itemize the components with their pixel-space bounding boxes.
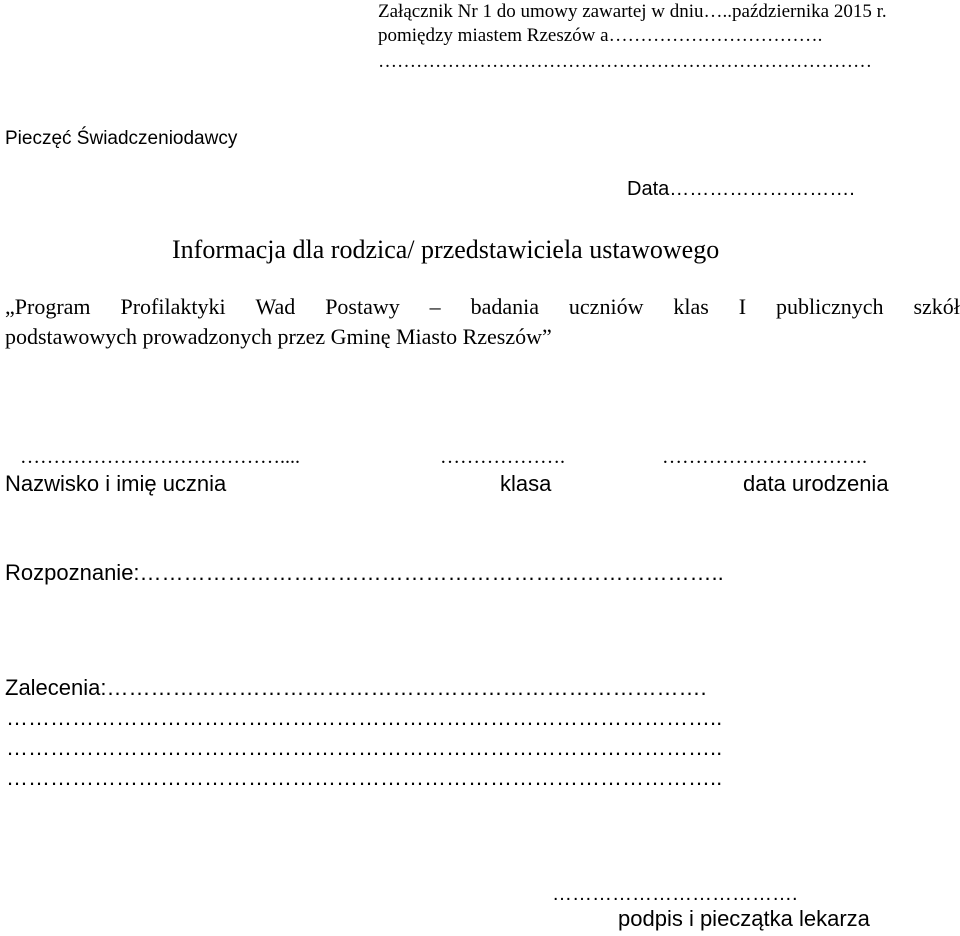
signature-field: ………………………………. (552, 883, 798, 905)
annex-header-line-2: pomiędzy miastem Rzeszów a……………………………. (378, 25, 823, 46)
date-field: Data………………………. (627, 178, 855, 200)
student-class-label: klasa (500, 471, 552, 496)
student-birthdate-field: …………………………. (662, 446, 867, 468)
program-word: szkół (913, 294, 960, 319)
student-name-field: ………………………………….... (20, 446, 300, 468)
recommendations-field-line-2: …………………………………………………………………………………….. (6, 705, 723, 730)
program-description-line-2: podstawowych prowadzonych przez Gminę Miasto Rzeszów” (5, 324, 552, 349)
student-name-label: Nazwisko i imię ucznia (5, 471, 227, 496)
student-class-field: ………………. (440, 446, 565, 468)
recommendations-field-line-4: …………………………………………………………………………………….. (6, 765, 723, 790)
program-word: Profilaktyki (120, 294, 226, 319)
program-word: klas (673, 294, 709, 319)
signature-label: podpis i pieczątka lekarza (618, 906, 870, 931)
recommendations-field-line-3: …………………………………………………………………………………….. (6, 735, 723, 760)
diagnosis-field: Rozpoznanie:…………………………………………………………………….. (5, 560, 724, 585)
program-word: publicznych (776, 294, 884, 319)
program-word: uczniów (568, 294, 644, 319)
program-description-line-1 (5, 296, 960, 318)
annex-header-line-1: Załącznik Nr 1 do umowy zawartej w dniu…..października 2015 r. (378, 1, 887, 22)
provider-stamp-label: Pieczęć Świadczeniodawcy (5, 128, 238, 149)
annex-header-line-3: …………………………………………………………………… (378, 51, 872, 72)
recommendations-field-line-1: Zalecenia:………………………………………………………………………. (5, 675, 707, 700)
student-birthdate-label: data urodzenia (743, 471, 889, 496)
program-word: I (738, 294, 747, 319)
document-title: Informacja dla rodzica/ przedstawiciela ustawowego (172, 235, 720, 264)
program-word: Wad (255, 294, 296, 319)
program-word: „Program (5, 294, 91, 319)
program-word: Postawy (325, 294, 400, 319)
program-word: – (429, 294, 441, 319)
program-word: badania (470, 294, 539, 319)
